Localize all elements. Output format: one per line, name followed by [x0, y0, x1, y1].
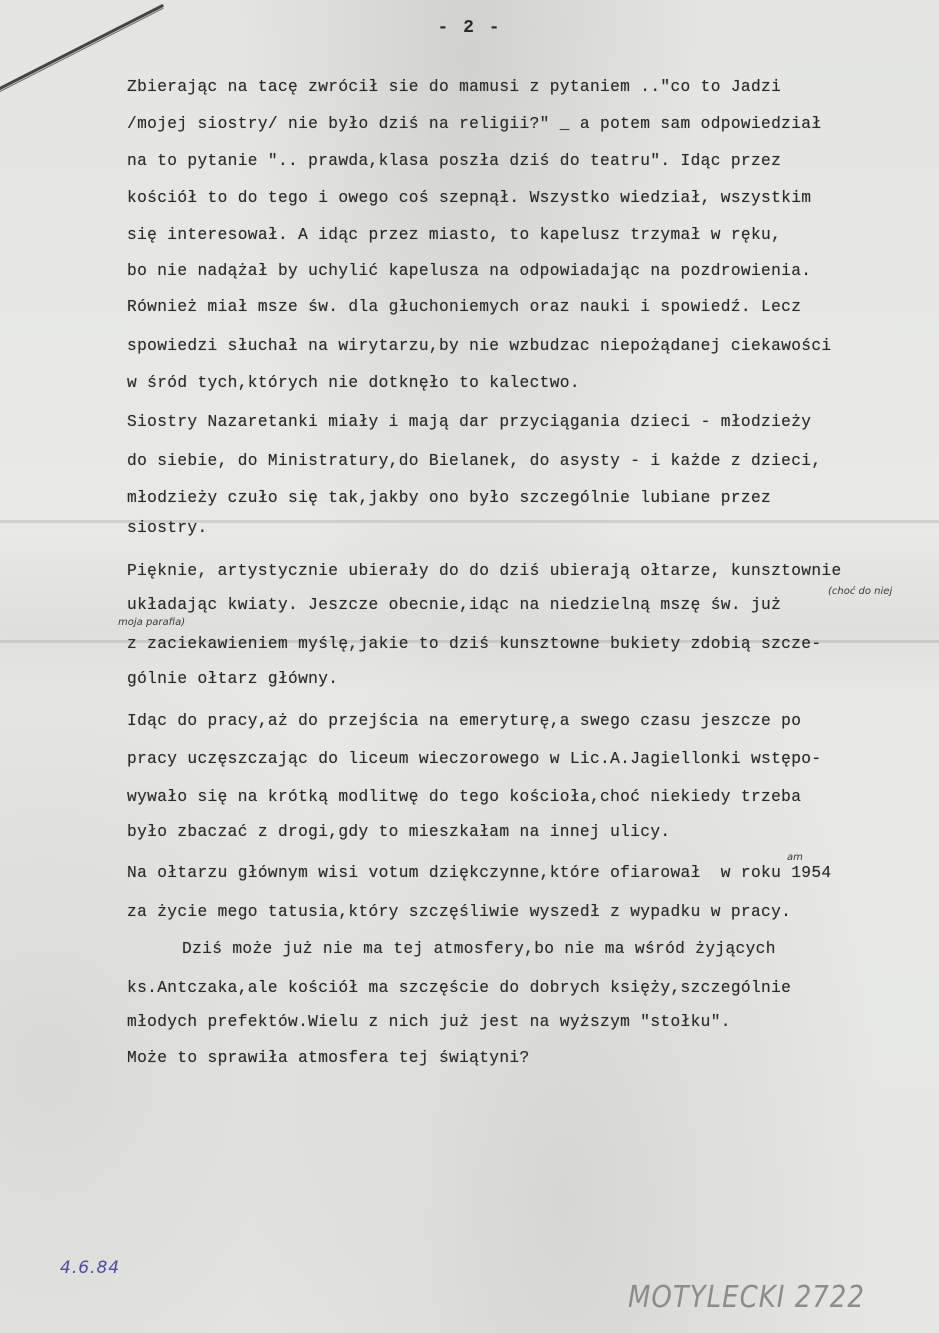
text-line: pracy uczęszczając do liceum wieczorowego w Lic.A.Jagiellonki wstępo- — [127, 750, 822, 768]
text-line: Zbierając na tacę zwrócił sie do mamusi z pytaniem .."co to Jadzi — [127, 78, 782, 96]
text-line: wywało się na krótką modlitwę do tego kościoła,choć niekiedy trzeba — [127, 788, 802, 806]
text-line: układając kwiaty. Jeszcze obecnie,idąc na niedzielną mszę św. już — [127, 596, 782, 614]
text-line: młodzieży czuło się tak,jakby ono było szczególnie lubiane przez — [127, 489, 772, 507]
text-line: Może to sprawiła atmosfera tej świątyni? — [127, 1049, 530, 1067]
text-line: do siebie, do Ministratury,do Bielanek, do asysty - i każde z dzieci, — [127, 452, 822, 470]
text-line: młodych prefektów.Wielu z nich już jest na wyższym "stołku". — [127, 1013, 731, 1031]
text-line: Również miał msze św. dla głuchoniemych oraz nauki i spowiedź. Lecz — [127, 298, 802, 316]
handwritten-note: am — [787, 852, 803, 863]
text-line: się interesował. A idąc przez miasto, to kapelusz trzymał w ręku, — [127, 226, 782, 244]
text-line: Na ołtarzu głównym wisi votum dziękczynne,które ofiarował w roku 1954 — [127, 864, 832, 882]
handwritten-note: moja parafia) — [118, 617, 186, 628]
handwritten-note: (choć do niej — [828, 586, 893, 597]
page-number: - 2 - — [437, 18, 502, 38]
text-line: na to pytanie ".. prawda,klasa poszła dziś do teatru". Idąc przez — [127, 152, 782, 170]
handwritten-date: 4.6.84 — [60, 1258, 121, 1278]
text-line: siostry. — [127, 519, 208, 537]
text-line: gólnie ołtarz główny. — [127, 670, 339, 688]
text-line: Dziś może już nie ma tej atmosfery,bo nie ma wśród żyjących — [182, 940, 776, 958]
text-line: Pięknie, artystycznie ubierały do do dziś ubierają ołtarze, kunsztownie — [127, 562, 842, 580]
archive-number: MOTYLECKI 2722 — [628, 1280, 865, 1316]
text-line: Siostry Nazaretanki miały i mają dar przyciągania dzieci - młodzieży — [127, 413, 812, 431]
text-line: spowiedzi słuchał na wirytarzu,by nie wzbudzac niepożądanej ciekawości — [127, 337, 832, 355]
text-line: za życie mego tatusia,który szczęśliwie wyszedł z wypadku w pracy. — [127, 903, 792, 921]
text-line: ks.Antczaka,ale kościół ma szczęście do dobrych księży,szczególnie — [127, 979, 792, 997]
text-line: było zbaczać z drogi,gdy to mieszkałam na innej ulicy. — [127, 823, 671, 841]
text-line: w śród tych,których nie dotknęło to kalectwo. — [127, 374, 580, 392]
text-line: bo nie nadążał by uchylić kapelusza na odpowiadając na pozdrowienia. — [127, 262, 812, 280]
text-line: /mojej siostry/ nie było dziś na religii?" _ a potem sam odpowiedział — [127, 115, 822, 133]
text-line: Idąc do pracy,aż do przejścia na emeryturę,a swego czasu jeszcze po — [127, 712, 802, 730]
text-line: z zaciekawieniem myślę,jakie to dziś kunsztowne bukiety zdobią szcze- — [127, 635, 822, 653]
text-line: kościół to do tego i owego coś szepnął. Wszystko wiedział, wszystkim — [127, 189, 812, 207]
